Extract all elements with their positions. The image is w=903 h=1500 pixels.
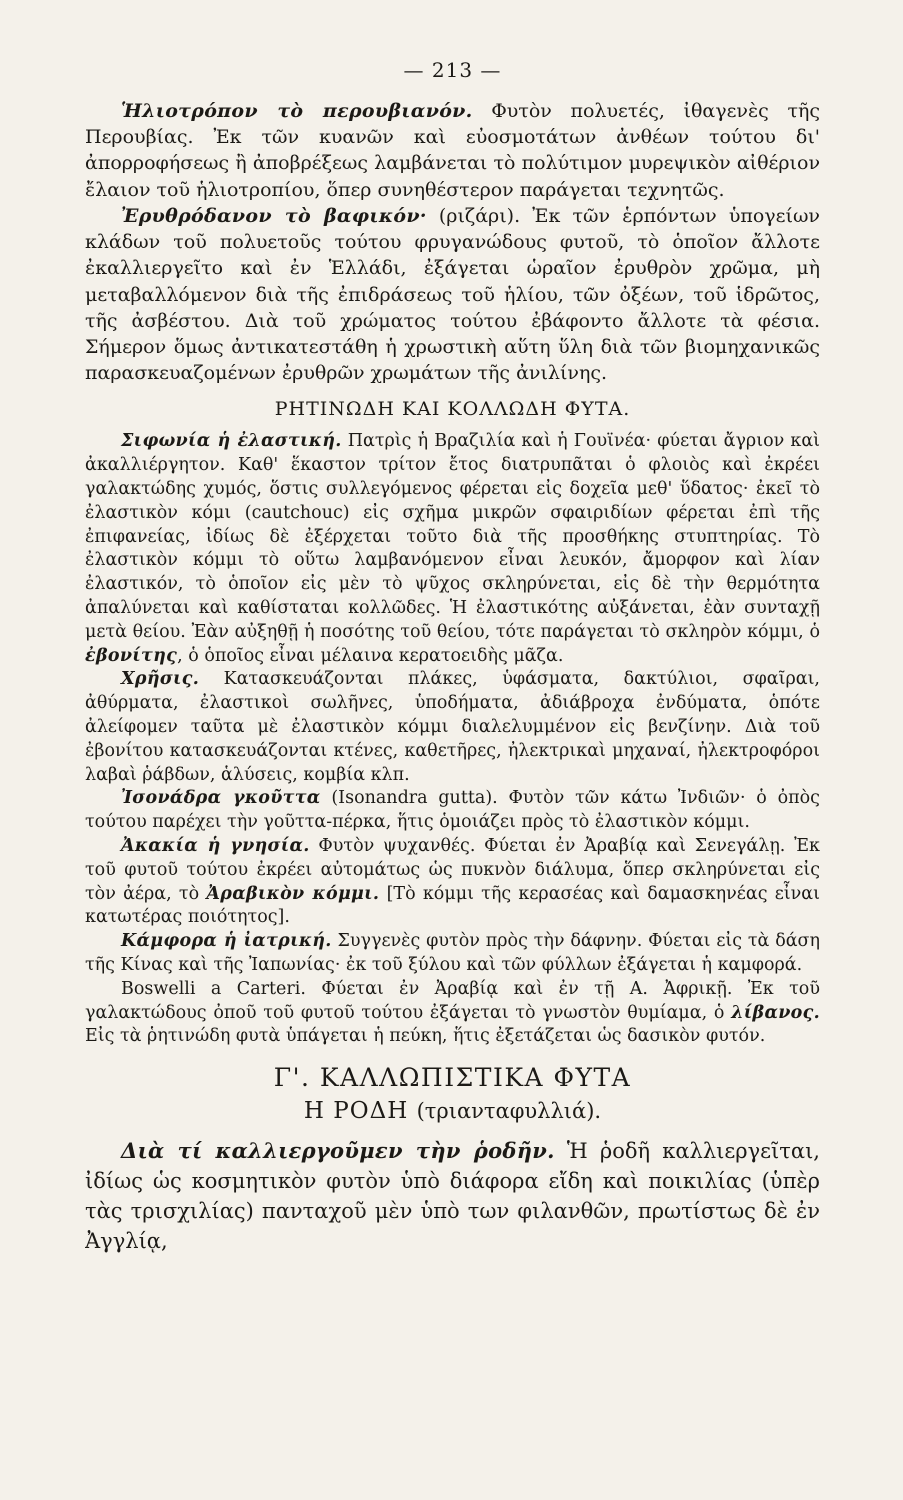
page-number: — 213 — <box>403 58 502 82</box>
term-madder: Ἐρυθρόδανον τὸ βαφικόν· <box>121 204 427 227</box>
sub-heading-main: Η ΡΟΔΗ <box>303 1098 409 1125</box>
paragraph-text: Boswelli a Carteri. Φύεται ἐν Ἀραβίᾳ καὶ ἐν τῇ Α. Ἀφρικῇ. Ἐκ τοῦ γαλακτώδους ὀποῦ τοῦ φυτοῦ τούτου ἐξάγεται τὸ γνωστὸν θυμίαμα, ὁ <box>85 978 820 1023</box>
paragraph-heliotrope <box>85 98 820 203</box>
paragraph-text: , ὁ ὁποῖος εἶναι μέλαινα κερατοειδὴς μᾶζα. <box>177 645 564 666</box>
paragraph-boswellia <box>85 978 820 1049</box>
sub-heading-paren: (τριανταφυλλιά). <box>416 1099 602 1124</box>
major-heading-ornamental-plants: Γ'. ΚΑΛΛΩΠΙΣΤΙΚΑ ΦΥΤΑ <box>273 1063 632 1093</box>
term-uses: Χρῆσις. <box>121 669 200 690</box>
paragraph-siphonia <box>85 430 820 668</box>
book-page <box>85 58 820 1478</box>
paragraph-rose <box>85 1136 820 1256</box>
paragraph-text: (ριζάρι). Ἐκ τῶν ἑρπόντων ὑπογείων κλάδων τοῦ πολυετοῦς τούτου φρυγανώδους φυτοῦ, τὸ ὁποῖον ἄλλοτε ἐκαλλιεργεῖτο καὶ ἐν Ἑλλάδι, ἐξάγεται ὡραῖον ἐρυθρὸν χρῶμα, μὴ μεταβαλλόμενον διὰ τῆς ἐπιδράσεως τοῦ ἡλίου, τῶν ὀξέων, τοῦ ἱδρῶτος, τῆς ἀσβέστου. Διὰ τοῦ χρώματος τούτου ἐβάφοντο ἄλλοτε τὰ φέσια. Σήμερον ὅμως ἀντικατεστάθη ἡ χρωστικὴ αὕτη ὕλη διὰ τῶν βιομηχανικῶς παρασκευαζομένων ἐρυθρῶν χρωμάτων τῆς ἀνιλίνης. <box>85 204 820 385</box>
term-acacia: Ἀκακία ἡ γνησία. <box>121 835 310 856</box>
paragraph-text: Πατρὶς ἡ Βραζιλία καὶ ἡ Γουϊνέα· φύεται ἄγριον καὶ ἀκαλλιέργητον. Καθ' ἕκαστον τρίτον ἔτος διατρυπᾶται ὁ φλοιὸς καὶ ἐκρέει γαλακτώδης χυμός, ὅστις συλλεγόμενος φέρεται εἰς δοχεῖα μεθ' ὕδατος· ἐκεῖ τὸ ἐλαστικὸν κόμι (cautchouc) εἰς σχῆμα μικρῶν σφαιριδίων φέρεται ἐπὶ τῆς ἐπιφανείας, ἰδίως δὲ ἐξέρχεται τοῦτο διὰ τῆς προσθήκης στυπτηρίας. Τὸ ἐλαστικὸν κόμμι τὸ οὕτω λαμβανόμενον εἶναι λευκόν, ἄμορφον καὶ λίαν ἐλαστικόν, τὸ ὁποῖον εἰς μὲν τὸ ψῦχος σκληρύνεται, εἰς δὲ τὴν θερμότητα ἀπαλύνεται καὶ καθίσταται κολλῶδες. Ἡ ἐλαστικότης αὐξάνεται, ἐὰν συνταχῇ μετὰ θείου. Ἐὰν αὐξηθῇ ἡ ποσότης τοῦ θείου, τότε παράγεται τὸ σκληρὸν κόμμι, ὁ <box>85 431 820 642</box>
paragraph-camphor <box>85 930 820 978</box>
paragraph-uses <box>85 668 820 787</box>
term-rose-cultivation: Διὰ τί καλλιεργοῦμεν τὴν ῥοδῆν. <box>121 1138 555 1164</box>
term-camphor: Κάμφορα ἡ ἰατρική. <box>121 931 332 952</box>
paragraph-text: Εἰς τὰ ῥητινώδη φυτὰ ὑπάγεται ἡ πεύκη, ἥτις ἐξετάζεται ὡς δασικὸν φυτόν. <box>85 1026 766 1047</box>
paragraph-madder <box>85 203 820 387</box>
paragraph-acacia <box>85 835 820 930</box>
paragraph-text: Ἡ ῥοδῆ καλλιεργεῖται, ἰδίως ὡς κοσμητικὸν φυτὸν ὑπὸ διάφορα εἴδη καὶ ποικιλίας (ὑπὲρ τὰς τρισχιλίας) πανταχοῦ μὲν ὑπὸ των φιλανθῶν, πρωτίστως δὲ ἐν Ἀγγλίᾳ, <box>85 1139 820 1253</box>
term-isonandra: Ἰσονάδρα γκοῦττα <box>121 788 321 809</box>
paragraph-text: (Isonandra gutta). Φυτὸν τῶν κάτω Ἰνδιῶν· ὁ ὀπὸς τούτου παρέχει τὴν γοῦττα-πέρκα, ἥτις ὁμοιάζει πρὸς τὸ ἐλαστικὸν κόμμι. <box>85 788 820 833</box>
term-arabic-gum: Ἀραβικὸν κόμμι. <box>206 883 380 904</box>
section-heading-resin-plants: ΡΗΤΙΝΩΔΗ ΚΑΙ ΚΟΛΛΩΔΗ ΦΥΤΑ. <box>274 398 631 421</box>
paragraph-text: Κατασκευάζονται πλάκες, ὑφάσματα, δακτύλιοι, σφαῖραι, ἀθύρματα, ἐλαστικοὶ σωλῆνες, ὑποδήματα, ἀδιάβροχα ἐνδύματα, ὁπότε ἀλείφομεν ταῦτα μὲ ἐλαστικὸν κόμμι διαλελυμμένον εἰς βενζίνην. Διὰ τοῦ ἐβονίτου κατασκευάζονται κτένες, καθετῆρες, ἠλεκτρικαὶ μηχαναί, ἠλεκτροφόροι λαβαὶ ῥάβδων, ἁλύσεις, κομβία κλπ. <box>85 669 820 785</box>
sub-heading-rose <box>85 1098 820 1124</box>
term-heliotrope: Ἡλιοτρόπον τὸ περουβιανόν. <box>121 100 473 122</box>
term-ebonite: ἐβονίτης <box>85 645 178 666</box>
paragraph-text: Φυτὸν πολυετές, ἰθαγενὲς τῆς Περουβίας. Ἐκ τῶν κυανῶν καὶ εὐοσμοτάτων ἀνθέων τούτου δι' ἀπορροφήσεως ἢ ἀποβρέξεως λαμβάνεται τὸ πολύτιμον μυρεψικὸν αἰθέριον ἔλαιον τοῦ ἡλιοτροπίου, ὅπερ συνηθέστερον παράγεται τεχνητῶς. <box>85 100 820 201</box>
paragraph-text: [Τὸ κόμμι τῆς κερασέας καὶ δαμασκηνέας εἶναι κατωτέρας ποιότητος]. <box>85 883 820 928</box>
term-frankincense: λίβανος. <box>731 1002 820 1023</box>
term-siphonia: Σιφωνία ἡ ἐλαστική. <box>121 431 342 452</box>
paragraph-text: Συγγενὲς φυτὸν πρὸς τὴν δάφνην. Φύεται εἰς τὰ δάση τῆς Κίνας καὶ τῆς Ἰαπωνίας· ἐκ τοῦ ξύλου καὶ τῶν φύλλων ἐξάγεται ἡ καμφορά. <box>85 931 820 975</box>
paragraph-isonandra <box>85 787 820 835</box>
paragraph-text: Φυτὸν ψυχανθές. Φύεται ἐν Ἀραβίᾳ καὶ Σενεγάλῃ. Ἐκ τοῦ φυτοῦ τούτου ἐκρέει αὐτομάτως ὡς πυκνὸν διάλυμα, ὅπερ σκληρύνεται εἰς τὸν ἀέρα, τὸ <box>85 835 820 904</box>
